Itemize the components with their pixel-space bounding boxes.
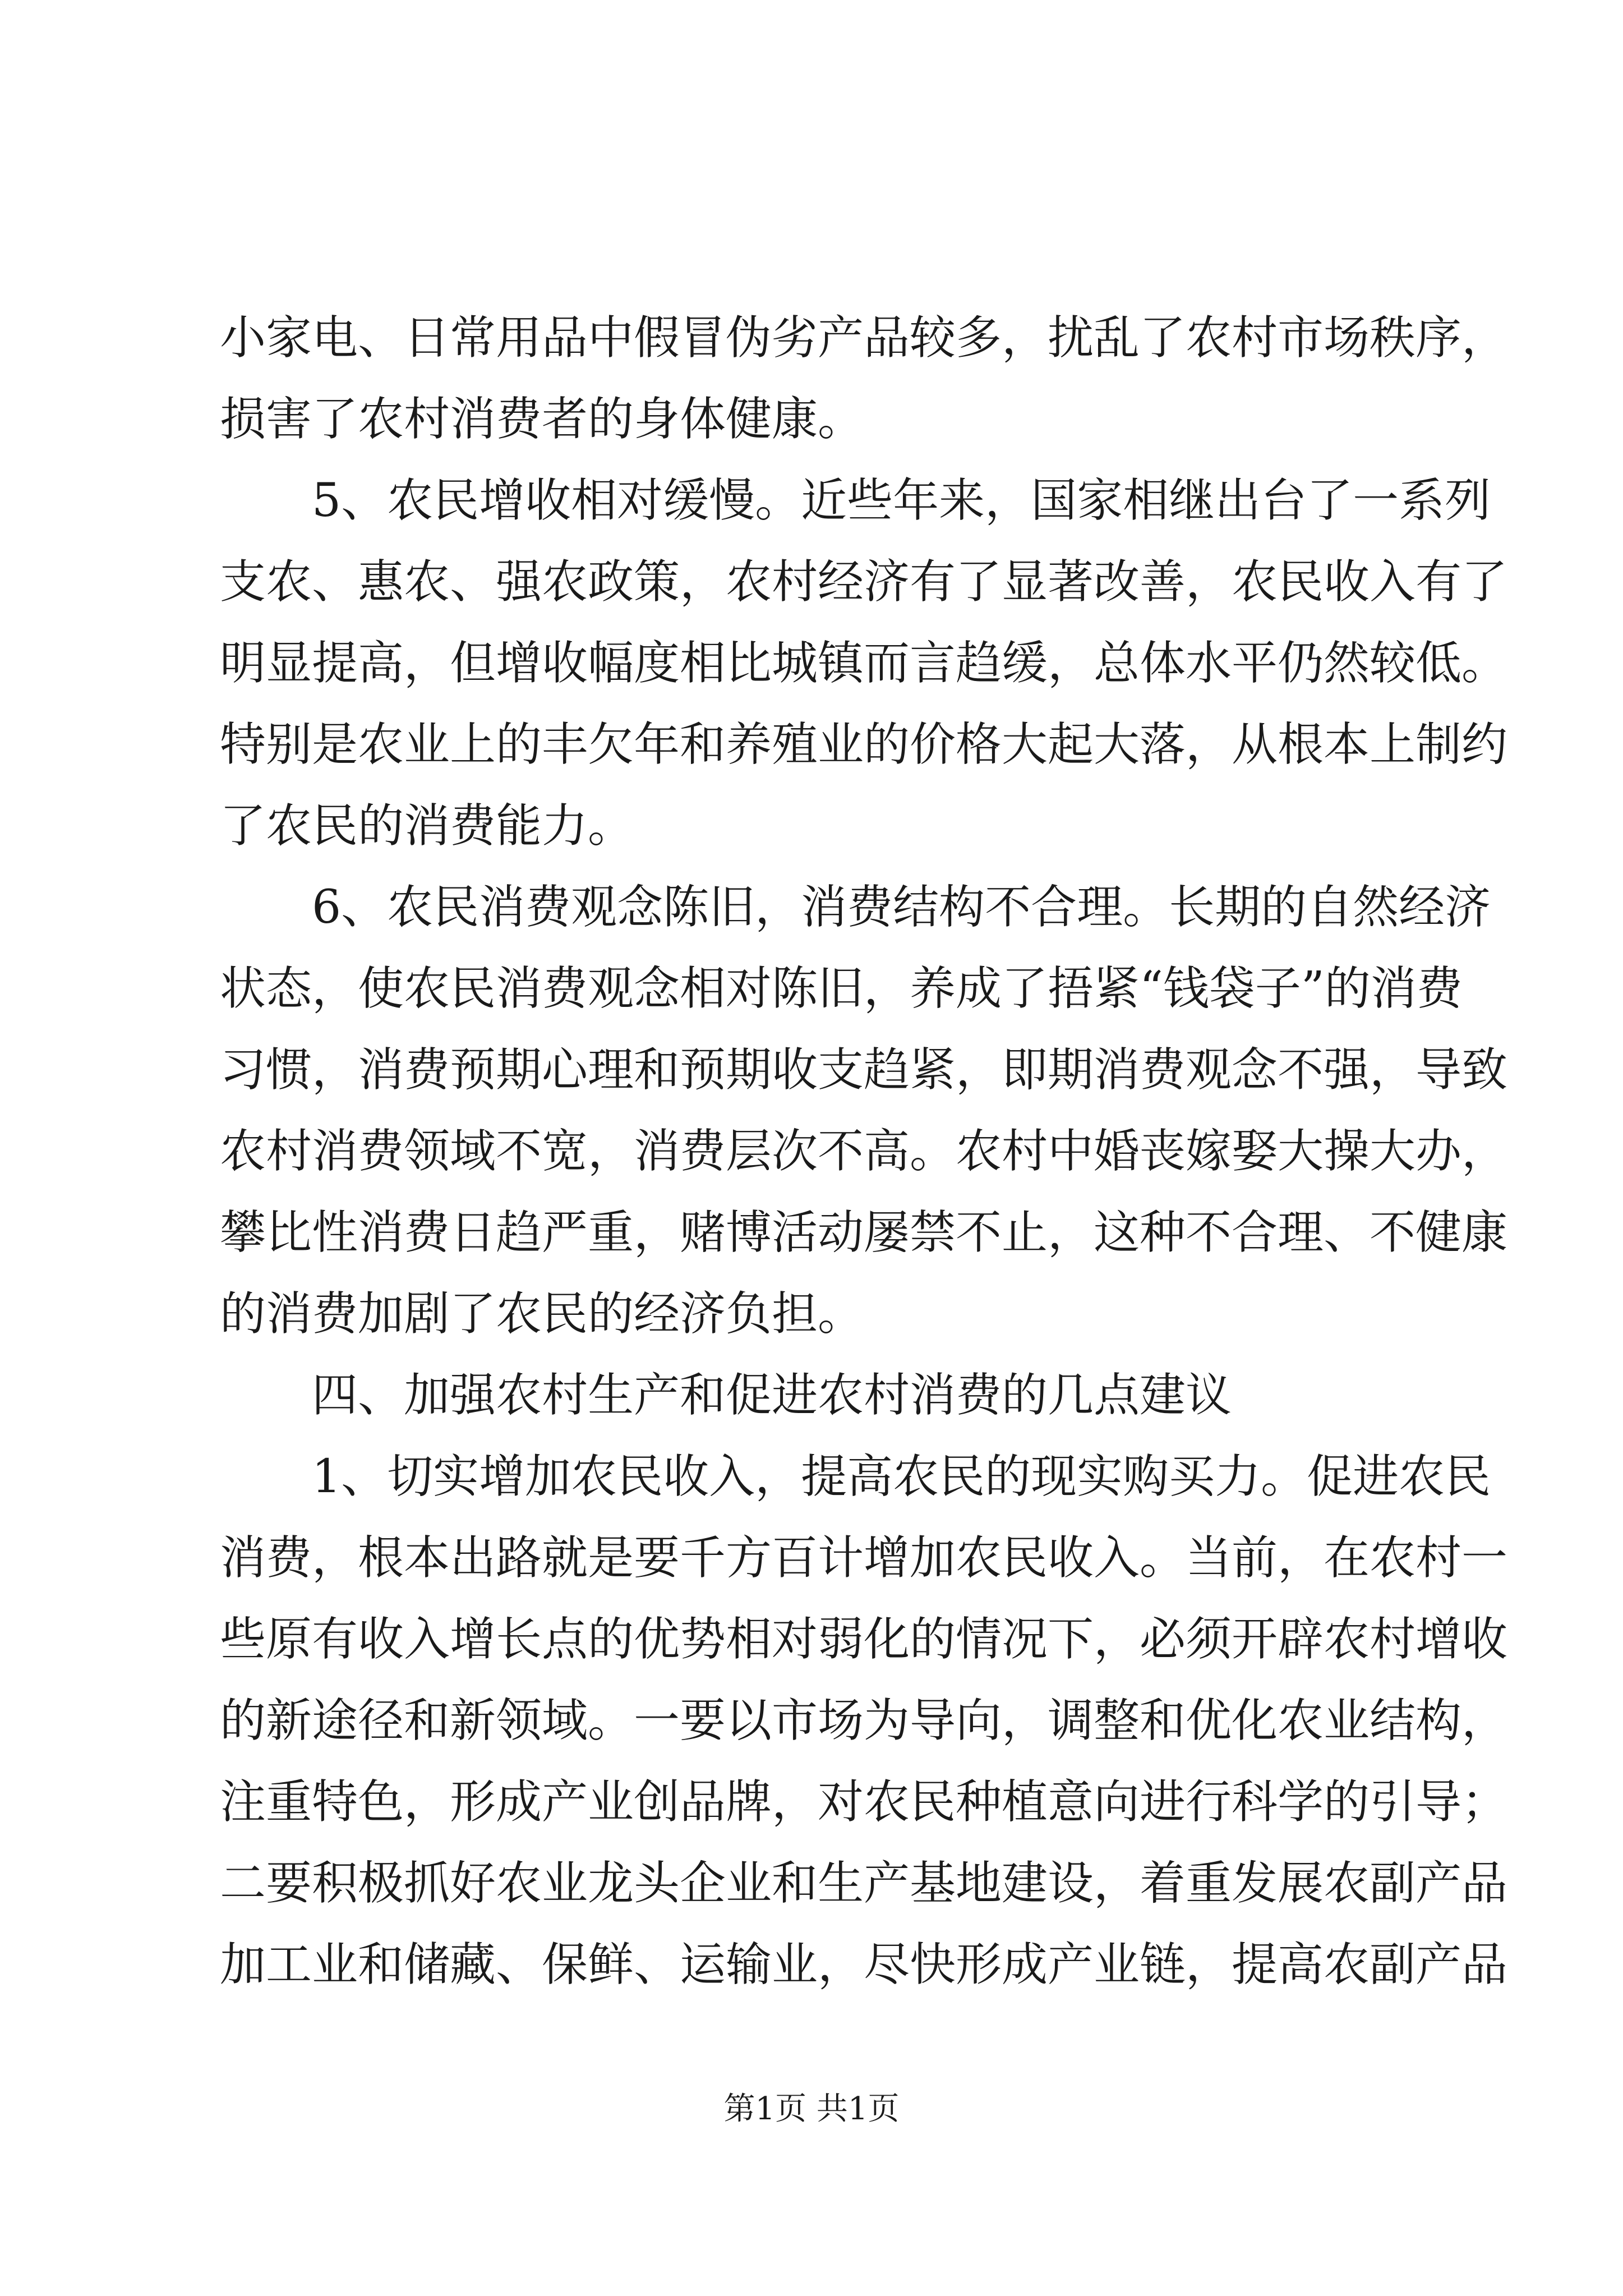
text-line: 的消费加剧了农民的经济负担。 [220,1287,864,1341]
document-body [220,297,1508,2005]
text-line: 了农民的消费能力。 [220,799,634,853]
text-line: 注重特色，形成产业创品牌，对农民种植意向进行科学的引导； [220,1775,1508,1829]
text-line: 加工业和储藏、保鲜、运输业，尽快形成产业链，提高农副产品 [220,1938,1508,1991]
text-line: 6、农民消费观念陈旧，消费结构不合理。长期的自然经济 [312,881,1491,934]
text-line: 支农、惠农、强农政策，农村经济有了显著改善，农民收入有了 [220,555,1508,609]
section-heading: 四、加强农村生产和促进农村消费的几点建议 [312,1369,1232,1422]
text-line: 农村消费领域不宽，消费层次不高。农村中婚丧嫁娶大操大办， [220,1125,1508,1178]
text-line: 1、切实增加农民收入，提高农民的现实购买力。促进农民 [312,1450,1491,1503]
text-line: 的新途径和新领域。一要以市场为导向，调整和优化农业结构， [220,1694,1508,1747]
text-line: 习惯，消费预期心理和预期收支趋紧，即期消费观念不强，导致 [220,1043,1508,1097]
text-line: 二要积极抓好农业龙头企业和生产基地建设，着重发展农副产品 [220,1857,1508,1910]
text-line: 攀比性消费日趋严重，赌博活动屡禁不止，这种不合理、不健康 [220,1206,1508,1259]
text-line: 5、农民增收相对缓慢。近些年来，国家相继出台了一系列 [312,474,1491,527]
text-line: 状态，使农民消费观念相对陈旧，养成了捂紧“钱袋子”的消费 [220,962,1463,1015]
text-line: 消费，根本出路就是要千方百计增加农民收入。当前，在农村一 [220,1531,1508,1585]
text-line: 些原有收入增长点的优势相对弱化的情况下，必须开辟农村增收 [220,1613,1508,1666]
text-line: 小家电、日常用品中假冒伪劣产品较多，扰乱了农村市场秩序， [220,311,1508,365]
text-line: 损害了农村消费者的身体健康。 [220,393,864,446]
text-line: 特别是农业上的丰欠年和养殖业的价格大起大落，从根本上制约 [220,718,1508,771]
text-line: 明显提高，但增收幅度相比城镇而言趋缓，总体水平仍然较低。 [220,637,1508,690]
page-number-footer: 第1页 共1页 [723,2091,900,2127]
